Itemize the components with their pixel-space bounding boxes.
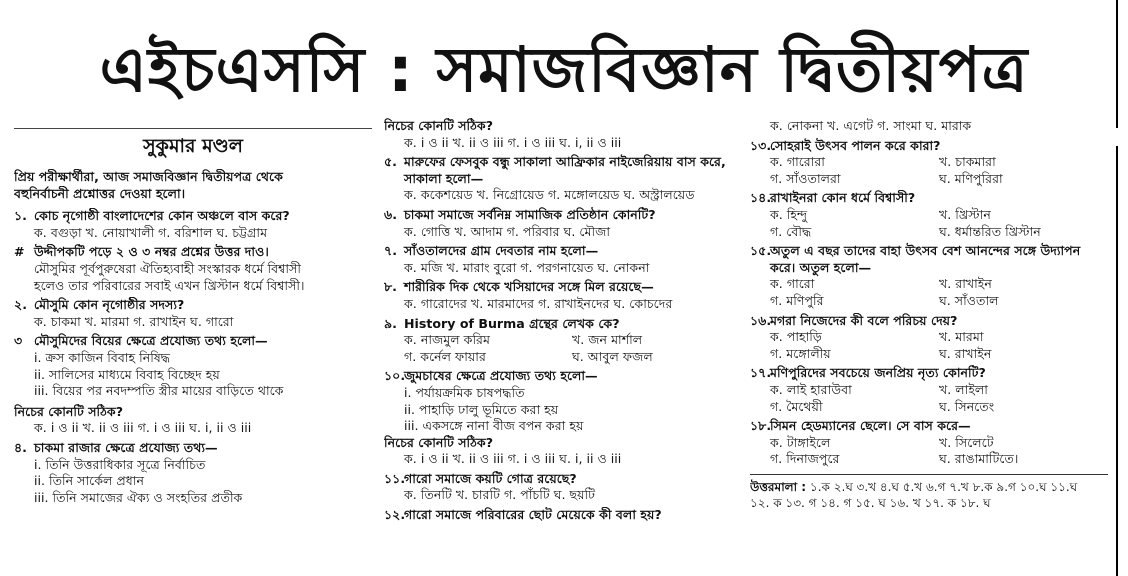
answer-key [750,474,1108,511]
question-number: ১৫. [750,243,772,259]
option: গ. মঙ্গোলীয় [770,345,831,361]
option: ক. টাঙ্গাইলে [770,434,831,450]
options [750,154,1108,187]
question-3 [14,333,372,437]
question-text: মারুফের ফেসবুক বন্ধু সাকালা আফ্রিকার নাইজেরিয়ায় বাস করে, সাকালা হলো— [404,154,726,186]
question-4 [14,440,372,506]
question-number: ৩ [14,333,23,349]
question-number: ১২. [384,507,406,523]
question-5 [384,154,740,204]
question-16 [750,313,1108,363]
question-4-continued [384,118,740,151]
answer-key-label: উত্তরমালা : [750,479,807,494]
options [750,207,1108,240]
option: ঘ. রাখাইন [939,345,992,361]
options: ক. চাকমা খ. মারমা গ. রাখাইন ঘ. গারো [34,313,234,329]
question-text: অতুল এ বছর তাদের বাহা উৎসব বেশ আনন্দের সঙ্গে উদ্যাপন করে। অতুল হলো— [770,243,1081,275]
question-text: জুমচাষের ক্ষেত্রে প্রযোজ্য তথ্য হলো— [404,368,598,384]
question-number: ৪. [14,439,27,455]
question-14 [750,190,1108,240]
intro-line: প্রিয় পরীক্ষার্থীরা, আজ সমাজবিজ্ঞান দ্বিতীয়পত্র থেকে [14,169,283,184]
question-text: মণিপুরিদের সবচেয়ে জনপ্রিয় নৃত্য কোনটি? [770,365,986,381]
statement: ii. তিনি সার্কেল প্রধান [34,473,145,489]
option: খ. লাইলা [939,381,988,397]
options: ক. তিনটি খ. চারটি গ. পাঁচটি ঘ. ছয়টি [404,487,595,503]
question-12-continued [750,118,1108,135]
option: ক. লাই হারাউবা [770,381,852,397]
question-text: চাকমা সমাজে সর্বনিম্ন সামাজিক প্রতিষ্ঠান কোনটি? [404,206,656,222]
question-7 [384,243,740,276]
option: ক. গারোরা [770,154,825,170]
option: গ. মৈথেয়ী [770,398,823,414]
option: ক. পাহাড়ি [770,329,822,345]
question-10 [384,368,740,468]
question-13 [750,138,1108,188]
question-text: রাখাইনরা কোন ধর্মে বিশ্বাসী? [770,190,916,206]
page-title: এইচএসসি : সমাজবিজ্ঞান দ্বিতীয়পত্র [99,33,1029,106]
question-text: কোচ নৃগোষ্ঠী বাংলাদেশের কোন অঞ্চলে বাস করে? [34,208,290,224]
question-text: History of Burma গ্রন্থের লেখক কে? [404,315,620,331]
question-number: ১৩. [750,137,772,153]
stimulus-mark: # [14,244,25,260]
option: খ. রাখাইন [939,276,992,292]
statement: iii. বিয়ের পর নবদম্পতি স্ত্রীর মায়ের বাড়িতে থাকে [34,383,284,399]
option: ঘ. মণিপুরিরা [939,170,1003,186]
options [750,329,1108,362]
option: গ. দিনাজপুরে [770,451,840,467]
author-name: সুকুমার মণ্ডল [14,128,372,161]
options: ক. বগুড়া খ. নোয়াখালী গ. বরিশাল ঘ. চট্টগ্রাম [34,224,268,240]
stimulus-text: মৌসুমির পূর্বপুরুষেরা ঐতিহ্যবাহী সংস্কারক ধর্মে বিশ্বাসী [34,260,301,276]
right-rule [1116,146,1118,576]
question-text: চাকমা রাজার ক্ষেত্রে প্রযোজ্য তথ্য— [34,439,218,455]
question-text: সিমন হেডম্যানের ছেলে। সে বাস করে— [770,418,971,434]
question-number: ৫. [384,154,397,170]
question-17 [750,365,1108,415]
options: ক. i ও ii খ. ii ও iii গ. i ও iii ঘ. i, ii ও iii [404,134,622,150]
question-text: উদ্দীপকটি পড়ে ২ ও ৩ নম্বর প্রশ্নের উত্তর দাও। [34,244,269,260]
options [384,332,740,365]
option: ঘ. ধর্মান্তরিত খ্রিস্টান [939,223,1041,239]
question-18 [750,418,1108,468]
question-number: ৭. [384,243,397,259]
option: ক. গারো [770,276,815,292]
column-3 [750,118,1108,511]
question-1 [14,208,372,241]
stimulus-text: হলেও তার পরিবারের সবাই এখন খ্রিস্টান ধর্মে বিশ্বাসী। [34,277,305,293]
question-number: ১৪. [750,190,772,206]
options: ক. i ও ii খ. ii ও iii গ. i ও iii ঘ. i, ii ও iii [404,451,622,467]
option: খ. চাকমারা [939,154,996,170]
options [750,382,1108,415]
option: ক. হিন্দু [770,206,808,222]
option: ঘ. সাঁওতাল [939,292,999,308]
options: ক. নোকনা খ. এগেট গ. সাংমা ঘ. মারাক [770,118,972,133]
question-8 [384,279,740,312]
options: ক. গোত্তি খ. আদাম গ. পরিবার ঘ. মৌজা [404,223,611,239]
question-text: মৌসুমি কোন নৃগোষ্ঠীর সদস্য? [34,297,185,313]
question-9 [384,316,740,366]
option: ঘ. রাঙামাটিতে। [939,451,1019,467]
option: খ. মারমা [939,329,984,345]
question-text: গারো সমাজে কয়টি গোত্র রয়েছে? [404,470,577,486]
statement: ii. পাহাড়ি ঢালু ভূমিতে করা হয় [404,401,559,417]
question-text: মগরা নিজেদের কী বলে পরিচয় দেয়? [770,312,958,328]
option: ক. নাজমুল করিম [404,332,490,348]
answer-key-line: ১২. ক ১৩. গ ১৪. গ ১৫. ঘ ১৬. খ ১৭. ক ১৮. ঘ [750,495,991,510]
question-text: গারো সমাজে পরিবারের ছোট মেয়েকে কী বলা হয়? [404,507,662,523]
options [750,276,1108,309]
option: গ. বৌদ্ধ [770,223,812,239]
options [750,435,1108,468]
question-text: সাঁওতালদের গ্রাম দেবতার নাম হলো— [404,243,599,259]
options: ক. ককেশয়েড খ. নিগ্রোয়েড গ. মঙ্গোলয়েড ঘ. অস্ট্রালয়েড [404,187,695,203]
question-number: ১০. [384,368,406,384]
options: ক. i ও ii খ. ii ও iii গ. i ও iii ঘ. i, ii ও iii [34,420,252,436]
question-15 [750,243,1108,309]
question-text: সোহরাই উৎসব পালন করে কারা? [770,137,941,153]
option: খ. খ্রিস্টান [939,206,991,222]
question-number: ১৮. [750,418,772,434]
statement: i. পর্যায়ক্রমিক চাষপদ্ধতি [404,384,525,400]
column-2 [384,118,740,527]
question-12 [384,507,740,524]
sub-question: নিচের কোনটি সঠিক? [384,118,493,133]
option: গ. কর্নেল ফায়ার [404,348,486,364]
question-number: ৯. [384,315,397,331]
intro-line: বহুনির্বাচনী প্রশ্নোত্তর দেওয়া হলো। [14,185,186,201]
options: ক. মজি খ. মারাং বুরো গ. পরগনায়েত ঘ. নোকনা [404,259,650,275]
options: ক. গারোদের খ. মারমাদের গ. রাখাইনদের ঘ. কোচদের [404,295,673,311]
statement: i. তিনি উত্তরাধিকার সূত্রে নির্বাচিত [34,456,206,472]
intro-text [14,169,372,202]
statement: i. ক্রস কাজিন বিবাহ নিষিদ্ধ [34,349,171,365]
question-11 [384,471,740,504]
option: গ. সাঁওতালরা [770,170,841,186]
question-text: শারীরিক দিক থেকে খসিয়াদের সঙ্গে মিল রয়েছে— [404,279,654,295]
sub-question: নিচের কোনটি সঠিক? [384,434,493,450]
stimulus [14,244,372,294]
column-1 [14,128,372,509]
question-number: ২. [14,297,27,313]
option: খ. সিলেটে [939,434,994,450]
statement: iii. তিনি সমাজের ঐক্য ও সংহতির প্রতীক [34,489,243,505]
question-text: মৌসুমিদের বিয়ের ক্ষেত্রে প্রযোজ্য তথ্য হলো— [34,333,268,349]
question-6 [384,207,740,240]
question-number: ১১. [384,470,406,486]
question-number: ৬. [384,206,397,222]
option: গ. মণিপুরি [770,292,824,308]
question-number: ১৭. [750,365,772,381]
option: ঘ. আবুল ফজল [572,348,653,364]
statement: ii. সালিসের মাধ্যমে বিবাহ বিচ্ছেদ হয় [34,366,220,382]
statement: iii. একসঙ্গে নানা বীজ বপন করা হয় [404,418,584,434]
option: ঘ. সিনতেং [939,398,995,414]
question-2 [14,297,372,330]
question-number: ৮. [384,279,397,295]
answer-key-line: ১.ক ২.ঘ ৩.খ ৪.ঘ ৫.খ ৬.গ ৭.খ ৮.ক ৯.গ ১০.ঘ ১১.ঘ [809,479,1078,494]
question-number: ১৬. [750,312,772,328]
sub-question: নিচের কোনটি সঠিক? [14,403,123,419]
question-number: ১. [14,208,27,224]
option: খ. জন মার্শাল [572,332,643,348]
